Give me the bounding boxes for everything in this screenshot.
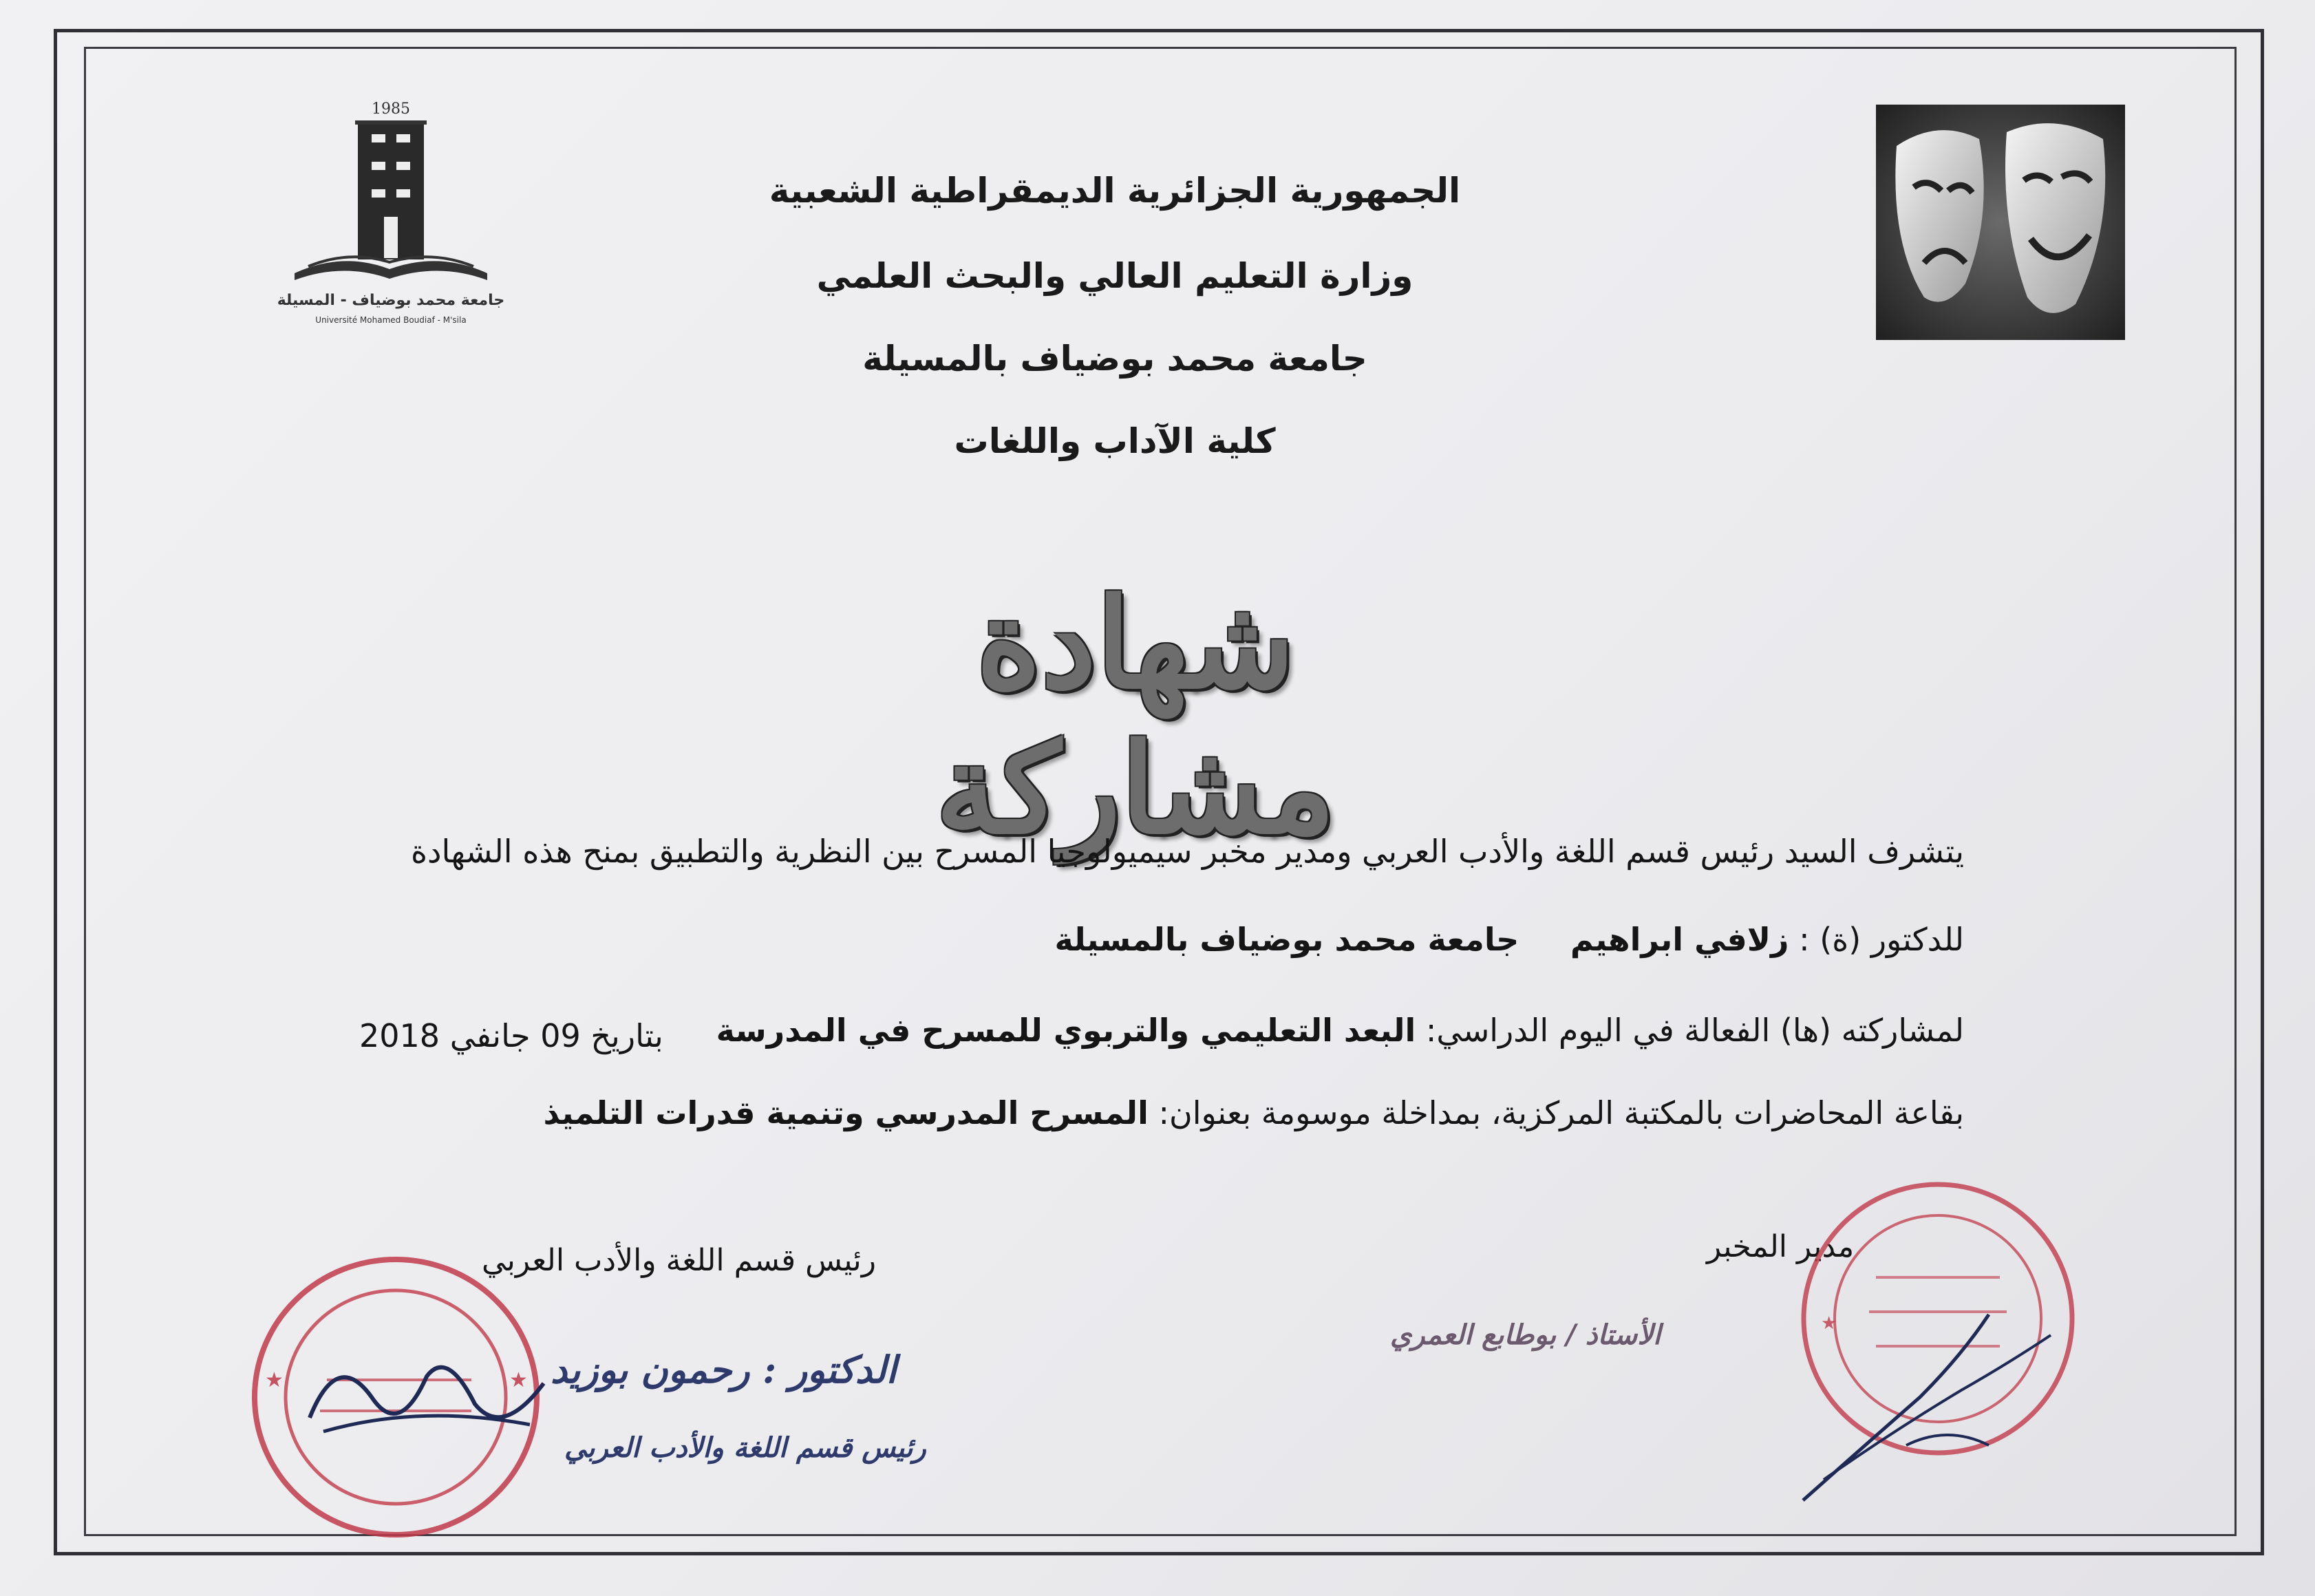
- department-head-label: رئيس قسم اللغة والأدب العربي: [482, 1243, 877, 1278]
- body-line-4: [544, 1094, 1964, 1131]
- body-line-2: [1054, 921, 1964, 958]
- department-head-signature: [296, 1335, 557, 1452]
- lab-director-stamp-name: الأستاذ / بوطابع العمري: [1390, 1319, 1661, 1351]
- body-line-1: يتشرف السيد رئيس قسم اللغة والأدب العربي ومدير مخبر سيميولوجيا المسرح بين النظرية والتطبيق بمنح هذه الشهادة: [410, 833, 1964, 870]
- paper-title: المسرح المدرسي وتنمية قدرات التلميذ: [543, 1094, 1149, 1131]
- recipient-university: جامعة محمد بوضياف بالمسيلة: [1054, 921, 1519, 958]
- university-logo: [267, 93, 515, 334]
- event-date: بتاريخ 09 جانفي 2018: [359, 1017, 663, 1054]
- lab-director-label: مدير المخبر: [1707, 1229, 1855, 1264]
- theater-masks-icon: [1876, 105, 2125, 340]
- university-tower-book-icon: [267, 93, 515, 334]
- logo-name-ar: جامعة محمد بوضياف - المسيلة: [277, 292, 505, 309]
- logo-year: 1985: [372, 100, 410, 118]
- venue-text: بقاعة المحاضرات بالمكتبة المركزية، بمداخلة موسومة بعنوان:: [1158, 1094, 1964, 1131]
- participation-prefix: لمشاركته (ها) الفعالة في اليوم الدراسي:: [1425, 1012, 1964, 1049]
- svg-text:★: ★: [509, 1368, 528, 1392]
- study-day-topic: البعد التعليمي والتربوي للمسرح في المدرسة: [716, 1012, 1416, 1049]
- faculty-line: كلية الآداب واللغات: [954, 421, 1276, 461]
- recipient-name: زلافي ابراهيم: [1570, 921, 1789, 958]
- svg-text:★: ★: [265, 1368, 284, 1392]
- svg-text:★: ★: [1821, 1313, 1837, 1334]
- certificate-title: شهادة مشاركة: [935, 571, 1336, 862]
- department-head-stamp-role: رئيس قسم اللغة والأدب العربي: [564, 1432, 926, 1464]
- recipient-prefix: للدكتور (ة) :: [1799, 921, 1964, 958]
- logo-name-fr: Université Mohamed Boudiaf - M'sila: [315, 315, 467, 325]
- theater-masks-image: [1876, 105, 2125, 340]
- university-line: جامعة محمد بوضياف بالمسيلة: [862, 339, 1367, 379]
- department-head-stamp-name: الدكتور : رحمون بوزيد: [551, 1348, 897, 1392]
- republic-line: الجمهورية الجزائرية الديمقراطية الشعبية: [769, 171, 1461, 211]
- ministry-line: وزارة التعليم العالي والبحث العلمي: [816, 256, 1413, 296]
- lab-director-signature: [1782, 1273, 2071, 1521]
- body-line-3: [716, 1012, 1964, 1049]
